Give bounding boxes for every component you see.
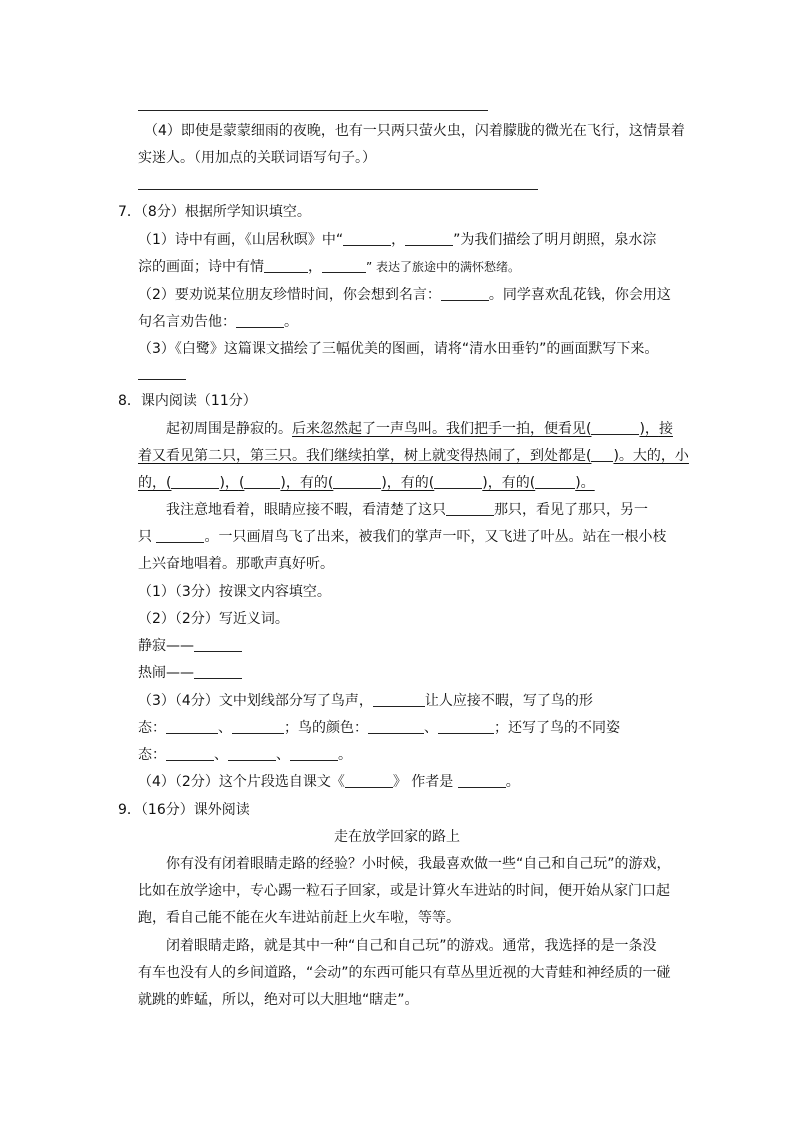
sub-question: （1）（3分）按课文内容填空。: [138, 584, 331, 600]
question-title: 7．（8分）根据所学知识填空。: [118, 204, 311, 220]
text: ；鸟的颜色：: [284, 720, 368, 736]
underlined-text: )。大的，小: [613, 448, 689, 464]
answer-blank[interactable]: [171, 474, 219, 489]
text: 、: [218, 720, 232, 736]
text: ” 表达了旅途中的满怀愁绪。: [366, 260, 521, 274]
answer-blank[interactable]: [591, 447, 613, 462]
answer-blank[interactable]: [373, 692, 425, 707]
answer-blank[interactable]: [368, 719, 424, 734]
underlined-text: 的，(: [138, 475, 172, 491]
answer-blank[interactable]: [438, 719, 494, 734]
answer-blank[interactable]: [290, 746, 338, 761]
text: （3）（4分）文中划线部分写了鸟声，: [138, 693, 373, 709]
text: 淙的画面；诗中有情: [138, 259, 264, 275]
article-line: 就跳的蚱蜢，所以，绝对可以大胆地“瞎走”。: [138, 992, 419, 1008]
answer-blank[interactable]: [236, 313, 284, 328]
underlined-text: )，: [639, 421, 659, 437]
answer-line[interactable]: [138, 189, 538, 190]
question-line: [138, 257, 520, 277]
passage-line: [138, 473, 595, 493]
article-line: 你有没有闭着眼睛走路的经验？小时候，我最喜欢做一些“自己和自己玩”的游戏，: [166, 856, 671, 872]
passage-line: [166, 500, 648, 520]
text: 。: [284, 314, 298, 330]
question-line: [138, 312, 298, 332]
question-title: 8．课内阅读（11分）: [118, 393, 257, 409]
sub-question: [138, 691, 593, 711]
answer-blank[interactable]: [194, 637, 242, 652]
answer-blank[interactable]: [458, 773, 506, 788]
underlined-text: )。: [575, 475, 595, 491]
sub-question: [138, 718, 620, 738]
answer-line[interactable]: [138, 379, 186, 380]
synonym-item: [138, 636, 242, 656]
text: 。同学喜欢乱花钱，你会用这: [488, 287, 671, 303]
text: ，: [391, 232, 406, 248]
text: ”为我们描绘了明月朗照，泉水淙: [453, 232, 657, 248]
answer-blank[interactable]: [244, 474, 280, 489]
text: 。: [505, 774, 520, 790]
article-line: 闭着眼睛走路，就是其中一种“自己和自己玩”的游戏。通常，我选择的是一条没: [166, 938, 657, 954]
question-line: 实迷人。（用加点的关联词语写句子。）: [138, 150, 376, 166]
passage-line: [138, 446, 689, 466]
underlined-text: 接: [658, 421, 673, 437]
article-title: 走在放学回家的路上: [334, 829, 460, 845]
text: ，: [308, 259, 322, 275]
text: 热闹——: [138, 665, 194, 681]
underlined-text: )，: [219, 475, 239, 491]
article-line: 比如在放学途中，专心踢一粒石子回家，或是计算火车进站的时间，便开始从家门口起: [138, 883, 670, 899]
underlined-text: 后来忽然起了一声鸟叫。我们把手一拍，便看见(: [292, 421, 592, 437]
answer-blank[interactable]: [343, 231, 391, 246]
text: （1）诗中有画，《山居秋暝》中“: [138, 232, 344, 248]
sub-question: （2）（2分）写近义词。: [138, 611, 289, 627]
question-line: [138, 285, 671, 305]
text: （4）（2分）这个片段选自课文《: [138, 774, 345, 790]
text: 。一只画眉鸟飞了出来，被我们的掌声一吓，又飞进了叶丛。站在一根小枝: [204, 529, 667, 545]
underlined-text: (: [238, 475, 245, 491]
question-line: （4）即使是蒙蒙细雨的夜晚，也有一只两只萤火虫，闪着朦胧的微光在飞行，这情景着: [144, 123, 685, 139]
answer-blank[interactable]: [322, 258, 366, 273]
answer-blank[interactable]: [194, 664, 242, 679]
answer-blank[interactable]: [446, 501, 494, 516]
underlined-text: )，有的(: [381, 475, 435, 491]
text: 静寂——: [138, 638, 194, 654]
article-line: 有车也没有人的乡间道路，“会动”的东西可能只有草丛里近视的大青蛙和神经质的一碰: [138, 965, 671, 981]
passage-line: 上兴奋地唱着。那歌声真好听。: [138, 556, 334, 572]
answer-blank[interactable]: [345, 773, 393, 788]
answer-blank[interactable]: [264, 258, 308, 273]
passage-line: [166, 419, 673, 439]
answer-blank[interactable]: [434, 474, 482, 489]
question-line: （3）《白鹭》这篇课文描绘了三幅优美的图画，请将“清水田垂钓”的画面默写下来。: [138, 341, 659, 357]
answer-blank[interactable]: [535, 474, 575, 489]
answer-blank[interactable]: [333, 474, 381, 489]
text: 我注意地看着，眼睛应接不暇，看清楚了这只: [166, 502, 446, 518]
question-title: 9．（16分）课外阅读: [118, 802, 250, 818]
text: 句名言劝告他：: [138, 314, 236, 330]
synonym-item: [138, 663, 242, 683]
answer-blank[interactable]: [232, 719, 284, 734]
sub-question: [138, 772, 520, 792]
answer-blank[interactable]: [166, 746, 214, 761]
answer-line[interactable]: [138, 110, 488, 111]
underlined-text: )，有的(: [280, 475, 334, 491]
article-line: 跑，看自己能不能在火车进站前赶上火车啦，等等。: [138, 910, 460, 926]
text: ；还写了鸟的不同姿: [494, 720, 620, 736]
text: 让人应接不暇，写了鸟的形: [424, 693, 593, 709]
sub-question: [138, 745, 352, 765]
text: 、: [214, 747, 228, 763]
answer-blank[interactable]: [228, 746, 276, 761]
text: 。: [338, 747, 352, 763]
text: 态：: [138, 747, 166, 763]
text: 态：: [138, 720, 166, 736]
text: 》 作者是: [392, 774, 454, 790]
text: 、: [424, 720, 438, 736]
answer-blank[interactable]: [441, 286, 489, 301]
text: 、: [276, 747, 290, 763]
underlined-text: 着又看见第二只，第三只。我们继续拍掌，树上就变得热闹了，到处都是(: [138, 448, 592, 464]
answer-blank[interactable]: [405, 231, 453, 246]
text: 起初周围是静寂的。: [166, 421, 292, 437]
text: （2）要劝说某位朋友珍惜时间，你会想到名言：: [138, 287, 441, 303]
question-line: [138, 230, 656, 250]
underlined-text: )，有的(: [482, 475, 536, 491]
text: 只: [138, 529, 152, 545]
answer-blank[interactable]: [591, 420, 639, 435]
answer-blank[interactable]: [166, 719, 218, 734]
text: 那只，看见了那只，另一: [494, 502, 648, 518]
passage-line: [138, 527, 666, 547]
answer-blank[interactable]: [156, 528, 204, 543]
